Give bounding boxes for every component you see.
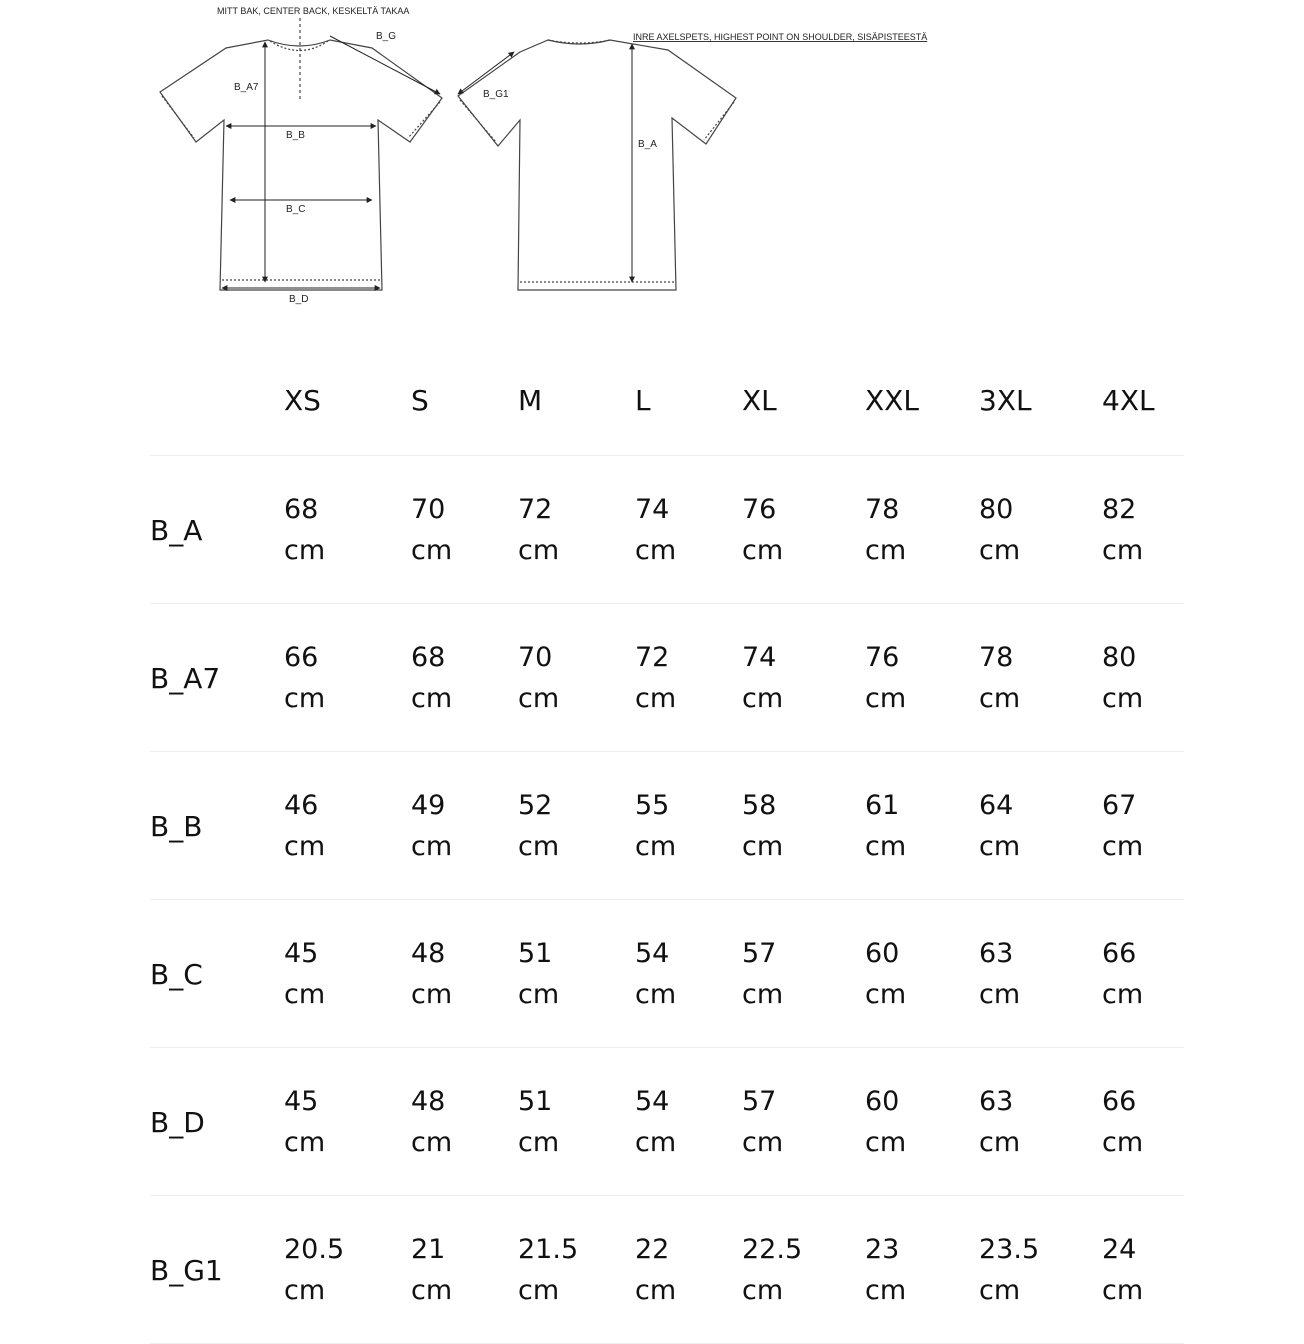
measurement-cell <box>1102 456 1184 604</box>
measurement-cell <box>635 1048 742 1196</box>
measurement-cell <box>518 1196 635 1344</box>
measurement-value: 51 <box>518 937 553 969</box>
measurement-value: 58 <box>742 789 777 821</box>
measure-label: B_A <box>150 456 284 604</box>
measurement-cell <box>742 1196 865 1344</box>
size-header-l: L <box>635 345 742 456</box>
measurement-cell <box>1102 1048 1184 1196</box>
measurement-value: 66 <box>1102 1085 1137 1117</box>
measurement-unit: cm <box>979 1274 1021 1306</box>
measurement-value: 76 <box>865 641 900 673</box>
measurement-unit: cm <box>1102 682 1144 714</box>
table-row <box>150 1196 1184 1344</box>
measurement-unit: cm <box>1102 1126 1144 1158</box>
measurement-value: 48 <box>411 937 446 969</box>
measurement-cell <box>518 1048 635 1196</box>
measurement-unit: cm <box>518 978 560 1010</box>
header-empty-cell <box>150 345 284 456</box>
measurement-cell <box>635 456 742 604</box>
measurement-unit: cm <box>1102 830 1144 862</box>
label-bg: B_G <box>376 31 397 42</box>
measurement-unit: cm <box>284 1126 326 1158</box>
measure-label: B_B <box>150 752 284 900</box>
measurement-value: 74 <box>635 493 670 525</box>
measurement-unit: cm <box>865 1274 907 1306</box>
measure-label: B_G1 <box>150 1196 284 1344</box>
measurement-value: 49 <box>411 789 446 821</box>
measurement-value: 63 <box>979 937 1014 969</box>
label-bc: B_C <box>286 204 306 215</box>
table-row <box>150 752 1184 900</box>
measurement-cell <box>635 900 742 1048</box>
measurement-unit: cm <box>1102 1274 1144 1306</box>
table-row <box>150 604 1184 752</box>
size-header-4xl: 4XL <box>1102 345 1184 456</box>
measurement-value: 78 <box>865 493 900 525</box>
measurement-unit: cm <box>411 1274 453 1306</box>
measurement-cell <box>1102 752 1184 900</box>
measurement-value: 48 <box>411 1085 446 1117</box>
measurement-value: 64 <box>979 789 1014 821</box>
size-header-xl: XL <box>742 345 865 456</box>
measurement-value: 23 <box>865 1233 900 1265</box>
measurement-unit: cm <box>635 978 677 1010</box>
measurement-cell <box>742 900 865 1048</box>
measurement-cell <box>865 1196 979 1344</box>
label-bg1: B_G1 <box>483 89 509 100</box>
measurement-cell <box>865 604 979 752</box>
measurement-cell <box>518 752 635 900</box>
size-header-m: M <box>518 345 635 456</box>
measurement-value: 72 <box>518 493 553 525</box>
measurement-unit: cm <box>742 1274 784 1306</box>
measurement-cell <box>979 1048 1102 1196</box>
measurement-cell <box>518 604 635 752</box>
measurement-cell <box>865 456 979 604</box>
label-ba: B_A <box>638 139 657 150</box>
measurement-value: 70 <box>518 641 553 673</box>
size-chart-table <box>150 345 1184 1344</box>
measurement-cell <box>742 604 865 752</box>
measurement-value: 80 <box>979 493 1014 525</box>
measurement-unit: cm <box>1102 978 1144 1010</box>
measurement-unit: cm <box>411 978 453 1010</box>
measurement-value: 22 <box>635 1233 670 1265</box>
measurement-cell <box>742 456 865 604</box>
measurement-unit: cm <box>635 534 677 566</box>
measurement-unit: cm <box>979 830 1021 862</box>
measurement-value: 45 <box>284 1085 319 1117</box>
shoulder-point-label: INRE AXELSPETS, HIGHEST POINT ON SHOULDER, SISÄPISTEESTÄ <box>633 32 928 42</box>
measurement-value: 80 <box>1102 641 1137 673</box>
measurement-cell <box>284 604 411 752</box>
measurement-unit: cm <box>742 534 784 566</box>
measurement-value: 67 <box>1102 789 1137 821</box>
measurement-value: 68 <box>284 493 319 525</box>
measurement-unit: cm <box>518 534 560 566</box>
measurement-cell <box>411 752 518 900</box>
back-measurement-lines <box>458 44 632 282</box>
measurement-cell <box>635 1196 742 1344</box>
measurement-unit: cm <box>518 1274 560 1306</box>
measurement-value: 21 <box>411 1233 446 1265</box>
measurement-unit: cm <box>865 682 907 714</box>
measurement-cell <box>865 900 979 1048</box>
measurement-cell <box>518 900 635 1048</box>
measurement-cell <box>284 1048 411 1196</box>
measurement-unit: cm <box>979 682 1021 714</box>
front-measurement-lines <box>222 18 440 288</box>
measurement-value: 72 <box>635 641 670 673</box>
measure-label: B_C <box>150 900 284 1048</box>
measurement-unit: cm <box>284 978 326 1010</box>
size-header-3xl: 3XL <box>979 345 1102 456</box>
measurement-unit: cm <box>865 830 907 862</box>
size-table-body <box>150 456 1184 1344</box>
measurement-unit: cm <box>865 1126 907 1158</box>
measurement-cell <box>742 752 865 900</box>
measurement-value: 54 <box>635 1085 670 1117</box>
measurement-value: 54 <box>635 937 670 969</box>
measurement-value: 46 <box>284 789 319 821</box>
label-ba7: B_A7 <box>234 82 259 93</box>
measurement-value: 70 <box>411 493 446 525</box>
measurement-value: 66 <box>284 641 319 673</box>
measurement-unit: cm <box>411 534 453 566</box>
measurement-value: 57 <box>742 937 777 969</box>
size-header-xs: XS <box>284 345 411 456</box>
size-header-s: S <box>411 345 518 456</box>
measurement-value: 55 <box>635 789 670 821</box>
measurement-unit: cm <box>518 682 560 714</box>
measurement-cell <box>411 900 518 1048</box>
label-bb: B_B <box>286 130 305 141</box>
measurement-value: 24 <box>1102 1233 1137 1265</box>
measurement-value: 74 <box>742 641 777 673</box>
measurement-cell <box>411 1048 518 1196</box>
measurement-cell <box>979 752 1102 900</box>
front-view-shirt <box>160 40 442 290</box>
measurement-cell <box>979 900 1102 1048</box>
measurement-value: 76 <box>742 493 777 525</box>
measurement-unit: cm <box>742 830 784 862</box>
measurement-unit: cm <box>518 830 560 862</box>
measurement-cell <box>979 456 1102 604</box>
measurement-cell <box>411 604 518 752</box>
measurement-cell <box>284 456 411 604</box>
measurement-cell <box>411 1196 518 1344</box>
measurement-unit: cm <box>742 682 784 714</box>
measurement-value: 82 <box>1102 493 1137 525</box>
back-view-shirt <box>458 40 736 290</box>
measurement-unit: cm <box>635 1126 677 1158</box>
measurement-unit: cm <box>742 1126 784 1158</box>
table-row <box>150 456 1184 604</box>
measure-label: B_A7 <box>150 604 284 752</box>
measurement-unit: cm <box>742 978 784 1010</box>
measurement-value: 20.5 <box>284 1233 345 1265</box>
measurement-value: 60 <box>865 937 900 969</box>
measurement-value: 66 <box>1102 937 1137 969</box>
measurement-unit: cm <box>284 682 326 714</box>
measurement-unit: cm <box>979 1126 1021 1158</box>
measurement-value: 61 <box>865 789 900 821</box>
measurement-value: 68 <box>411 641 446 673</box>
measurement-unit: cm <box>411 682 453 714</box>
measurement-cell <box>284 900 411 1048</box>
measurement-value: 51 <box>518 1085 553 1117</box>
measurement-unit: cm <box>865 978 907 1010</box>
measurement-value: 21.5 <box>518 1233 579 1265</box>
measurement-cell <box>411 456 518 604</box>
measurement-unit: cm <box>635 830 677 862</box>
measurement-cell <box>284 752 411 900</box>
label-bd: B_D <box>289 294 309 305</box>
measurement-cell <box>635 604 742 752</box>
measurement-value: 60 <box>865 1085 900 1117</box>
measurement-unit: cm <box>1102 534 1144 566</box>
measurement-unit: cm <box>979 978 1021 1010</box>
measurement-value: 52 <box>518 789 553 821</box>
table-row <box>150 1048 1184 1196</box>
measurement-unit: cm <box>284 534 326 566</box>
table-row <box>150 900 1184 1048</box>
measurement-value: 45 <box>284 937 319 969</box>
measurement-unit: cm <box>635 682 677 714</box>
measurement-unit: cm <box>518 1126 560 1158</box>
measurement-unit: cm <box>284 830 326 862</box>
measurement-value: 78 <box>979 641 1014 673</box>
measurement-cell <box>1102 604 1184 752</box>
measurement-cell <box>865 1048 979 1196</box>
size-header-xxl: XXL <box>865 345 979 456</box>
measurement-unit: cm <box>979 534 1021 566</box>
measurement-unit: cm <box>635 1274 677 1306</box>
measurement-cell <box>518 456 635 604</box>
measurement-unit: cm <box>411 1126 453 1158</box>
measurement-cell <box>284 1196 411 1344</box>
center-back-label: MITT BAK, CENTER BACK, KESKELTÄ TAKAA <box>217 6 410 16</box>
measurement-cell <box>979 1196 1102 1344</box>
measurement-cell <box>979 604 1102 752</box>
measurement-value: 23.5 <box>979 1233 1040 1265</box>
measure-label: B_D <box>150 1048 284 1196</box>
measurement-unit: cm <box>865 534 907 566</box>
measurement-cell <box>742 1048 865 1196</box>
measurement-value: 22.5 <box>742 1233 803 1265</box>
measurement-cell <box>865 752 979 900</box>
measurement-unit: cm <box>411 830 453 862</box>
measurement-value: 63 <box>979 1085 1014 1117</box>
measurement-cell <box>1102 1196 1184 1344</box>
measurement-value: 57 <box>742 1085 777 1117</box>
size-header-row <box>150 345 1184 456</box>
tshirt-measurement-diagram <box>0 0 1304 320</box>
measurement-unit: cm <box>284 1274 326 1306</box>
measurement-cell <box>635 752 742 900</box>
measurement-cell <box>1102 900 1184 1048</box>
